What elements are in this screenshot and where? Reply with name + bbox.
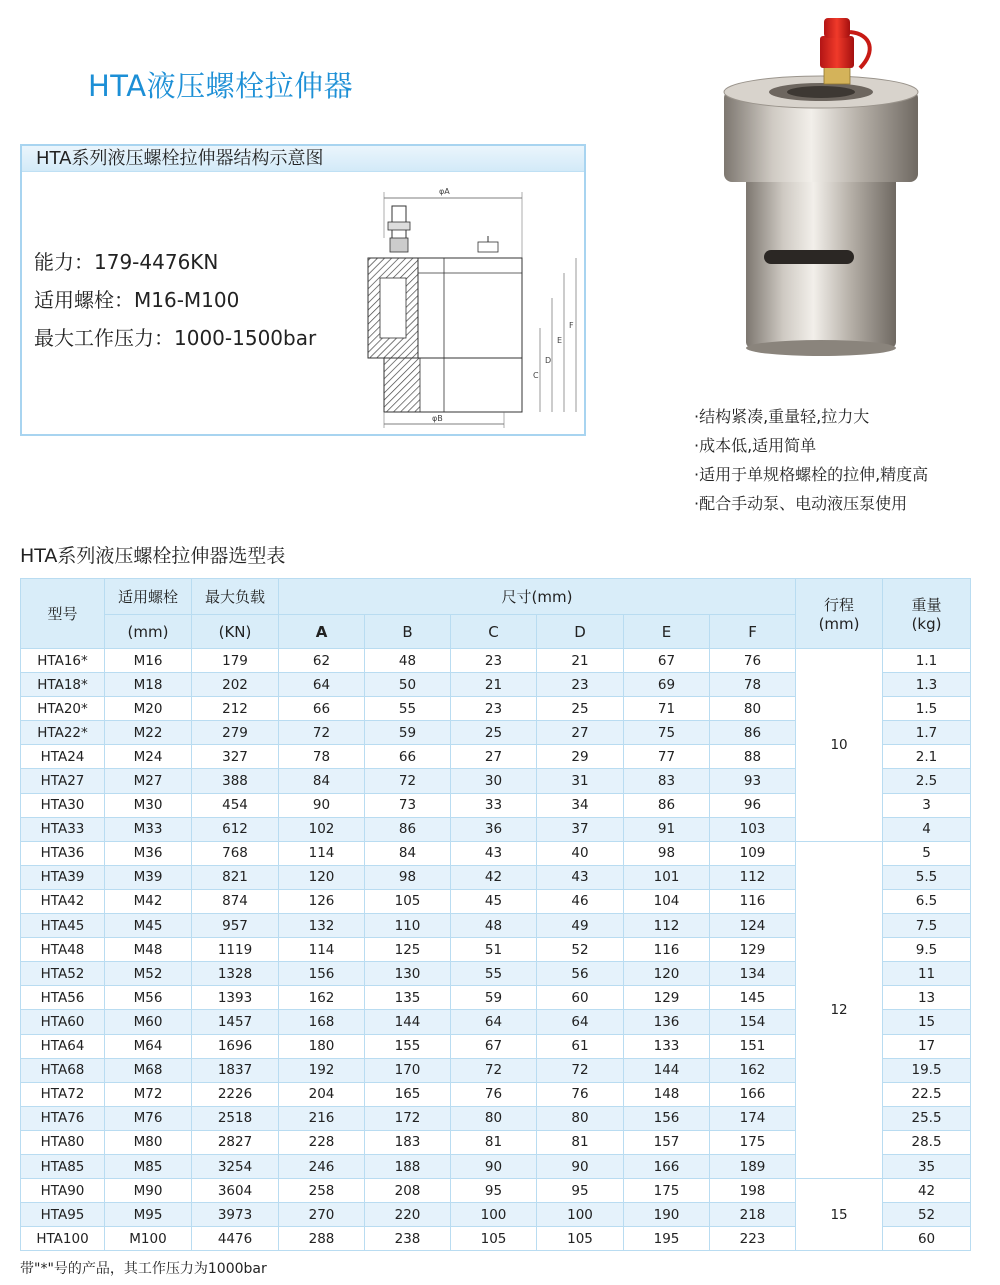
table-cell: 25: [537, 697, 624, 721]
table-cell: M16: [105, 649, 192, 673]
table-cell: 183: [365, 1130, 451, 1154]
table-cell: 50: [365, 673, 451, 697]
header-bolt-unit: (mm): [105, 615, 192, 649]
header-stroke: 行程 (mm): [796, 579, 883, 649]
table-cell: 170: [365, 1058, 451, 1082]
table-cell: 246: [279, 1154, 365, 1178]
table-cell: 48: [451, 914, 537, 938]
table-cell: HTA18*: [21, 673, 105, 697]
table-cell: 72: [365, 769, 451, 793]
table-cell: 114: [279, 841, 365, 865]
table-cell: HTA42: [21, 889, 105, 913]
table-cell: HTA16*: [21, 649, 105, 673]
table-cell: 179: [192, 649, 279, 673]
table-cell-weight: 35: [883, 1154, 971, 1178]
table-cell: HTA80: [21, 1130, 105, 1154]
table-cell: 388: [192, 769, 279, 793]
table-cell: 156: [624, 1106, 710, 1130]
table-cell: 874: [192, 889, 279, 913]
table-cell: HTA95: [21, 1203, 105, 1227]
table-cell: 27: [537, 721, 624, 745]
table-cell-weight: 1.1: [883, 649, 971, 673]
table-cell: 90: [279, 793, 365, 817]
table-cell: 29: [537, 745, 624, 769]
table-cell: 55: [365, 697, 451, 721]
table-cell: HTA68: [21, 1058, 105, 1082]
table-cell: 136: [624, 1010, 710, 1034]
table-cell: 91: [624, 817, 710, 841]
table-cell: HTA36: [21, 841, 105, 865]
table-title: HTA系列液压螺栓拉伸器选型表: [20, 545, 286, 567]
table-cell: 21: [451, 673, 537, 697]
feature-item: ·配合手动泵、电动液压泵使用: [694, 494, 908, 513]
table-cell: HTA22*: [21, 721, 105, 745]
table-cell: 76: [710, 649, 796, 673]
table-cell: 454: [192, 793, 279, 817]
stroke-cell: 10: [796, 649, 883, 842]
table-cell: HTA24: [21, 745, 105, 769]
stroke-cell: 15: [796, 1179, 883, 1251]
table-cell: 279: [192, 721, 279, 745]
table-cell-weight: 3: [883, 793, 971, 817]
table-cell: 288: [279, 1227, 365, 1251]
table-cell: 135: [365, 986, 451, 1010]
table-cell: 95: [451, 1179, 537, 1203]
table-cell: 180: [279, 1034, 365, 1058]
table-cell: HTA60: [21, 1010, 105, 1034]
table-cell: M24: [105, 745, 192, 769]
table-cell: 93: [710, 769, 796, 793]
table-cell: 98: [365, 865, 451, 889]
table-cell: 31: [537, 769, 624, 793]
table-cell: M95: [105, 1203, 192, 1227]
table-cell: 157: [624, 1130, 710, 1154]
table-cell: 59: [451, 986, 537, 1010]
table-cell: 145: [710, 986, 796, 1010]
table-cell: 120: [279, 865, 365, 889]
structure-heading: HTA系列液压螺栓拉伸器结构示意图: [22, 146, 584, 172]
table-cell: 61: [537, 1034, 624, 1058]
table-cell: HTA56: [21, 986, 105, 1010]
table-cell: HTA76: [21, 1106, 105, 1130]
table-cell-weight: 9.5: [883, 938, 971, 962]
table-cell: 2518: [192, 1106, 279, 1130]
table-cell-weight: 4: [883, 817, 971, 841]
diagram-label-b: φB: [432, 414, 443, 423]
table-cell: 42: [451, 865, 537, 889]
table-cell: 75: [624, 721, 710, 745]
table-cell: 198: [710, 1179, 796, 1203]
header-bolt: 适用螺栓: [105, 579, 192, 615]
diagram-label-c: C: [533, 371, 539, 380]
table-cell: 62: [279, 649, 365, 673]
table-cell: 327: [192, 745, 279, 769]
table-cell: 90: [537, 1154, 624, 1178]
header-dim-f: F: [710, 615, 796, 649]
table-cell: 23: [451, 649, 537, 673]
table-cell: 84: [365, 841, 451, 865]
spec-bolt: 适用螺栓：M16-M100: [34, 288, 240, 312]
table-cell: M60: [105, 1010, 192, 1034]
table-cell: HTA33: [21, 817, 105, 841]
header-dimensions: 尺寸(mm): [279, 579, 796, 615]
table-cell: 84: [279, 769, 365, 793]
table-cell-weight: 1.7: [883, 721, 971, 745]
table-cell: 64: [537, 1010, 624, 1034]
table-cell: 27: [451, 745, 537, 769]
table-cell: 1457: [192, 1010, 279, 1034]
stroke-cell: 12: [796, 841, 883, 1178]
table-cell: M27: [105, 769, 192, 793]
page-title: HTA液压螺栓拉伸器: [88, 69, 354, 103]
table-body: [21, 649, 971, 1251]
table-cell: 144: [365, 1010, 451, 1034]
table-cell: 55: [451, 962, 537, 986]
table-cell: 1837: [192, 1058, 279, 1082]
table-cell: 216: [279, 1106, 365, 1130]
table-cell: M64: [105, 1034, 192, 1058]
header-load-unit: (KN): [192, 615, 279, 649]
table-cell: 78: [279, 745, 365, 769]
table-cell: 48: [365, 649, 451, 673]
table-cell: HTA85: [21, 1154, 105, 1178]
table-cell-weight: 28.5: [883, 1130, 971, 1154]
table-cell: 51: [451, 938, 537, 962]
header-dim-a: A: [279, 615, 365, 649]
table-cell: 112: [710, 865, 796, 889]
table-cell: 168: [279, 1010, 365, 1034]
header-load: 最大负载: [192, 579, 279, 615]
table-cell: 188: [365, 1154, 451, 1178]
table-cell: M56: [105, 986, 192, 1010]
table-cell: 1393: [192, 986, 279, 1010]
table-cell: 189: [710, 1154, 796, 1178]
table-cell: 105: [365, 889, 451, 913]
table-cell: 25: [451, 721, 537, 745]
table-cell: 112: [624, 914, 710, 938]
table-cell: 768: [192, 841, 279, 865]
table-cell: 162: [710, 1058, 796, 1082]
table-cell: 90: [451, 1154, 537, 1178]
table-cell: M45: [105, 914, 192, 938]
table-cell: 60: [537, 986, 624, 1010]
table-cell: M20: [105, 697, 192, 721]
table-cell: M39: [105, 865, 192, 889]
feature-item: ·成本低,适用简单: [694, 436, 817, 455]
table-cell: HTA48: [21, 938, 105, 962]
table-cell: M76: [105, 1106, 192, 1130]
table-cell-weight: 25.5: [883, 1106, 971, 1130]
table-cell: 36: [451, 817, 537, 841]
spec-capacity: 能力：179-4476KN: [34, 250, 219, 274]
table-cell: 86: [624, 793, 710, 817]
table-cell: 4476: [192, 1227, 279, 1251]
table-cell: 3254: [192, 1154, 279, 1178]
table-cell: 114: [279, 938, 365, 962]
table-cell: 126: [279, 889, 365, 913]
table-cell: 175: [710, 1130, 796, 1154]
table-cell: 148: [624, 1082, 710, 1106]
table-cell: 2226: [192, 1082, 279, 1106]
structure-panel: [20, 144, 586, 436]
table-cell: 73: [365, 793, 451, 817]
table-cell-weight: 11: [883, 962, 971, 986]
table-cell: 67: [624, 649, 710, 673]
table-cell: 76: [537, 1082, 624, 1106]
selection-table: [20, 578, 971, 1251]
table-cell: M85: [105, 1154, 192, 1178]
table-cell-weight: 6.5: [883, 889, 971, 913]
table-cell: 129: [624, 986, 710, 1010]
table-cell: 76: [451, 1082, 537, 1106]
table-cell: 66: [279, 697, 365, 721]
table-cell-weight: 17: [883, 1034, 971, 1058]
table-cell: 116: [710, 889, 796, 913]
table-cell: 72: [451, 1058, 537, 1082]
table-cell: 151: [710, 1034, 796, 1058]
table-cell: 208: [365, 1179, 451, 1203]
table-cell: 72: [537, 1058, 624, 1082]
table-cell: 228: [279, 1130, 365, 1154]
table-cell: 95: [537, 1179, 624, 1203]
table-cell: 1696: [192, 1034, 279, 1058]
table-cell: 37: [537, 817, 624, 841]
table-cell: 67: [451, 1034, 537, 1058]
product-photo: [716, 8, 926, 358]
table-cell: HTA20*: [21, 697, 105, 721]
table-cell-weight: 13: [883, 986, 971, 1010]
table-cell: 223: [710, 1227, 796, 1251]
table-cell: 66: [365, 745, 451, 769]
table-cell: 45: [451, 889, 537, 913]
table-cell: HTA30: [21, 793, 105, 817]
table-cell-weight: 19.5: [883, 1058, 971, 1082]
table-cell-weight: 15: [883, 1010, 971, 1034]
table-cell: 96: [710, 793, 796, 817]
table-cell: 204: [279, 1082, 365, 1106]
table-cell: 103: [710, 817, 796, 841]
table-cell: 30: [451, 769, 537, 793]
feature-list: [694, 402, 928, 518]
table-cell: 144: [624, 1058, 710, 1082]
table-cell: HTA52: [21, 962, 105, 986]
table-cell: 100: [451, 1203, 537, 1227]
table-cell: 120: [624, 962, 710, 986]
table-cell: 1119: [192, 938, 279, 962]
header-weight: 重量 (kg): [883, 579, 971, 649]
table-cell: 56: [537, 962, 624, 986]
table-cell: 166: [710, 1082, 796, 1106]
table-cell-weight: 5: [883, 841, 971, 865]
table-cell-weight: 1.5: [883, 697, 971, 721]
table-cell: 155: [365, 1034, 451, 1058]
table-cell: 162: [279, 986, 365, 1010]
table-cell: 88: [710, 745, 796, 769]
table-cell: 83: [624, 769, 710, 793]
diagram-label-e: E: [557, 336, 563, 345]
table-cell: HTA27: [21, 769, 105, 793]
table-cell: 3604: [192, 1179, 279, 1203]
table-cell: 110: [365, 914, 451, 938]
table-cell: HTA100: [21, 1227, 105, 1251]
table-row: [21, 649, 971, 673]
table-cell: 81: [537, 1130, 624, 1154]
table-cell: 202: [192, 673, 279, 697]
table-cell: 71: [624, 697, 710, 721]
table-cell: 101: [624, 865, 710, 889]
table-row: [21, 841, 971, 865]
table-cell: M22: [105, 721, 192, 745]
table-cell-weight: 7.5: [883, 914, 971, 938]
table-cell: 156: [279, 962, 365, 986]
table-cell: 64: [451, 1010, 537, 1034]
table-cell: 43: [451, 841, 537, 865]
table-cell: HTA45: [21, 914, 105, 938]
table-cell: 81: [451, 1130, 537, 1154]
header-model: 型号: [21, 579, 105, 649]
table-cell: 192: [279, 1058, 365, 1082]
table-cell: HTA39: [21, 865, 105, 889]
table-cell: 3973: [192, 1203, 279, 1227]
table-cell: 218: [710, 1203, 796, 1227]
table-cell: 46: [537, 889, 624, 913]
table-cell: 166: [624, 1154, 710, 1178]
table-cell-weight: 22.5: [883, 1082, 971, 1106]
table-cell: 43: [537, 865, 624, 889]
table-cell: 33: [451, 793, 537, 817]
table-cell: 190: [624, 1203, 710, 1227]
table-cell-weight: 52: [883, 1203, 971, 1227]
header-dim-d: D: [537, 615, 624, 649]
table-cell: 105: [451, 1227, 537, 1251]
feature-item: ·结构紧凑,重量轻,拉力大: [694, 407, 870, 426]
table-cell: M90: [105, 1179, 192, 1203]
table-cell: 238: [365, 1227, 451, 1251]
table-cell: 165: [365, 1082, 451, 1106]
table-cell-weight: 2.5: [883, 769, 971, 793]
table-cell: M33: [105, 817, 192, 841]
table-cell: 86: [365, 817, 451, 841]
feature-item: ·适用于单规格螺栓的拉伸,精度高: [694, 465, 929, 484]
table-cell: M100: [105, 1227, 192, 1251]
table-cell: 23: [451, 697, 537, 721]
table-cell: 49: [537, 914, 624, 938]
table-cell: 64: [279, 673, 365, 697]
table-cell: 270: [279, 1203, 365, 1227]
table-cell: 78: [710, 673, 796, 697]
table-cell: 124: [710, 914, 796, 938]
table-cell: M42: [105, 889, 192, 913]
table-cell: 2827: [192, 1130, 279, 1154]
diagram-label-a: φA: [439, 187, 450, 196]
table-cell-weight: 42: [883, 1179, 971, 1203]
table-cell: HTA64: [21, 1034, 105, 1058]
table-cell: 134: [710, 962, 796, 986]
table-cell: 174: [710, 1106, 796, 1130]
table-cell: 23: [537, 673, 624, 697]
table-cell: M30: [105, 793, 192, 817]
table-cell-weight: 1.3: [883, 673, 971, 697]
header-dim-b: B: [365, 615, 451, 649]
table-cell: 80: [451, 1106, 537, 1130]
table-cell: 52: [537, 938, 624, 962]
table-cell: 104: [624, 889, 710, 913]
table-cell: 132: [279, 914, 365, 938]
spec-pressure: 最大工作压力：1000-1500bar: [34, 326, 317, 350]
table-cell: 40: [537, 841, 624, 865]
table-cell: 72: [279, 721, 365, 745]
table-cell: 100: [537, 1203, 624, 1227]
table-cell: 129: [710, 938, 796, 962]
table-cell: 821: [192, 865, 279, 889]
table-cell: M48: [105, 938, 192, 962]
table-cell: 77: [624, 745, 710, 769]
table-cell: 109: [710, 841, 796, 865]
table-cell: 125: [365, 938, 451, 962]
table-row: [21, 1179, 971, 1203]
table-cell: 69: [624, 673, 710, 697]
table-cell: 34: [537, 793, 624, 817]
table-cell: 133: [624, 1034, 710, 1058]
table-cell: 220: [365, 1203, 451, 1227]
header-dim-e: E: [624, 615, 710, 649]
table-cell: 102: [279, 817, 365, 841]
table-cell-weight: 60: [883, 1227, 971, 1251]
table-cell: 86: [710, 721, 796, 745]
table-cell: 212: [192, 697, 279, 721]
table-cell: 116: [624, 938, 710, 962]
table-cell: 172: [365, 1106, 451, 1130]
table-cell: 98: [624, 841, 710, 865]
table-cell: 105: [537, 1227, 624, 1251]
table-cell: 21: [537, 649, 624, 673]
header-dim-c: C: [451, 615, 537, 649]
table-cell: 175: [624, 1179, 710, 1203]
table-cell: 1328: [192, 962, 279, 986]
table-cell: 612: [192, 817, 279, 841]
table-cell: 195: [624, 1227, 710, 1251]
table-cell: HTA90: [21, 1179, 105, 1203]
table-cell: 80: [710, 697, 796, 721]
table-cell: M80: [105, 1130, 192, 1154]
table-cell: M18: [105, 673, 192, 697]
table-cell: 154: [710, 1010, 796, 1034]
table-cell: M36: [105, 841, 192, 865]
table-cell: M52: [105, 962, 192, 986]
footnote: 带"*"号的产品，其工作压力为1000bar: [20, 1261, 267, 1277]
table-cell: 130: [365, 962, 451, 986]
diagram-label-d: D: [545, 356, 552, 365]
table-cell: M72: [105, 1082, 192, 1106]
table-cell: 59: [365, 721, 451, 745]
table-cell: 80: [537, 1106, 624, 1130]
table-cell-weight: 5.5: [883, 865, 971, 889]
structure-diagram: [344, 178, 584, 432]
diagram-label-f: F: [569, 321, 574, 330]
table-cell: HTA72: [21, 1082, 105, 1106]
table-cell: 957: [192, 914, 279, 938]
table-cell-weight: 2.1: [883, 745, 971, 769]
table-cell: M68: [105, 1058, 192, 1082]
table-cell: 258: [279, 1179, 365, 1203]
